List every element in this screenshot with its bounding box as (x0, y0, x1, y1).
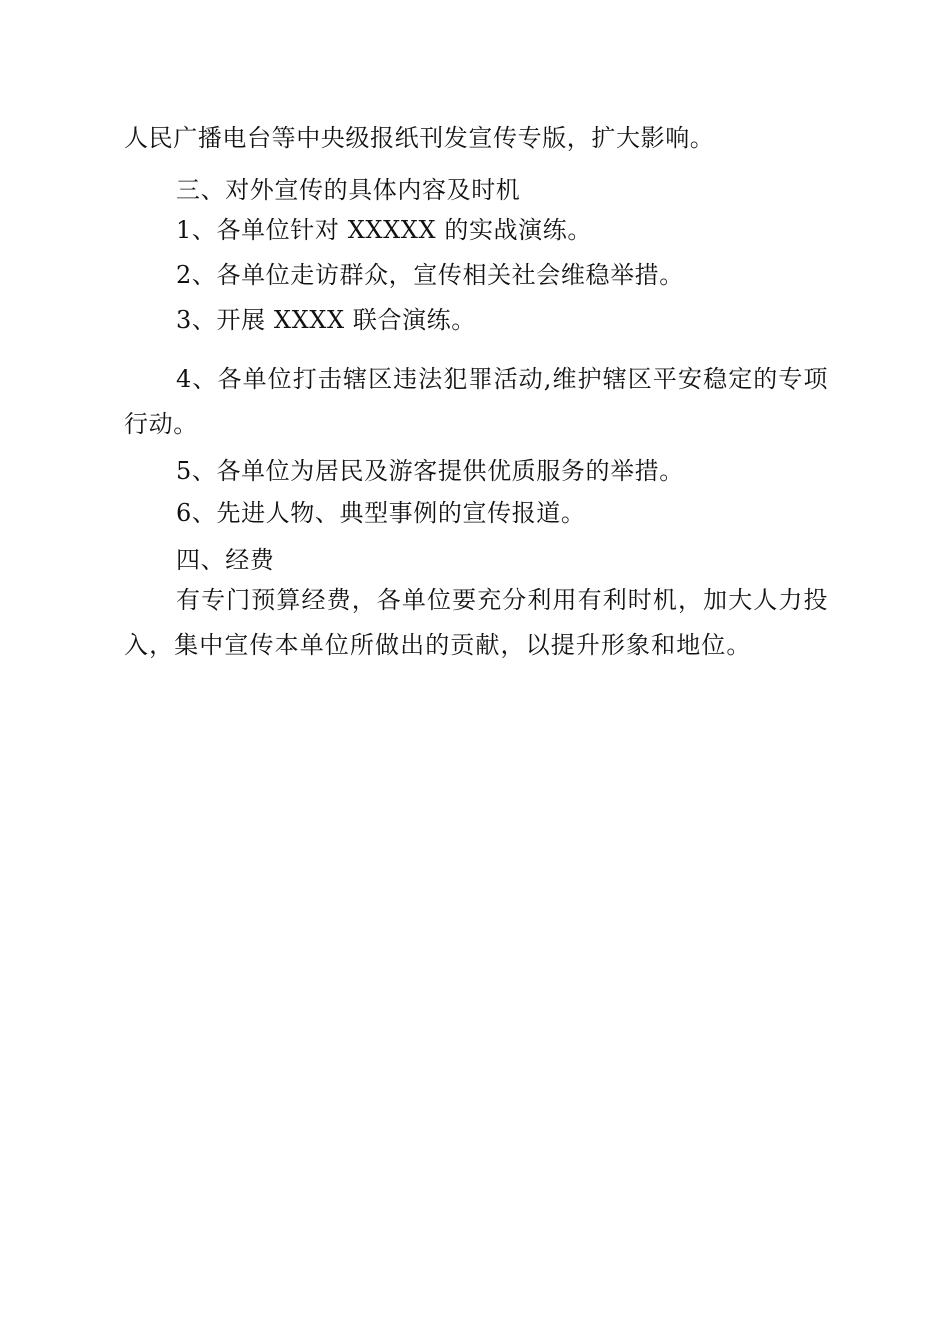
section-heading-funding: 四、经费 (176, 546, 275, 574)
list-item-1: 1、各单位针对 XXXXX 的实战演练。 (176, 216, 592, 244)
funding-paragraph-line-1: 有专门预算经费，各单位要充分利用有利时机，加大人力投 (176, 586, 829, 614)
funding-paragraph-line-2: 入，集中宣传本单位所做出的贡献，以提升形象和地位。 (124, 631, 752, 659)
list-item-5: 5、各单位为居民及游客提供优质服务的举措。 (176, 457, 684, 485)
section-heading-content-timing: 三、对外宣传的具体内容及时机 (176, 176, 521, 204)
list-item-3: 3、开展 XXXX 联合演练。 (176, 306, 476, 334)
paragraph-continuation-line: 人民广播电台等中央级报纸刊发宣传专版，扩大影响。 (124, 124, 715, 152)
list-item-6: 6、先进人物、典型事例的宣传报道。 (176, 499, 586, 527)
list-item-4-line-1: 4、各单位打击辖区违法犯罪活动,维护辖区平安稳定的专项 (176, 365, 829, 393)
list-item-2: 2、各单位走访群众，宣传相关社会维稳举措。 (176, 261, 684, 289)
list-item-4-line-2: 行动。 (124, 410, 198, 438)
